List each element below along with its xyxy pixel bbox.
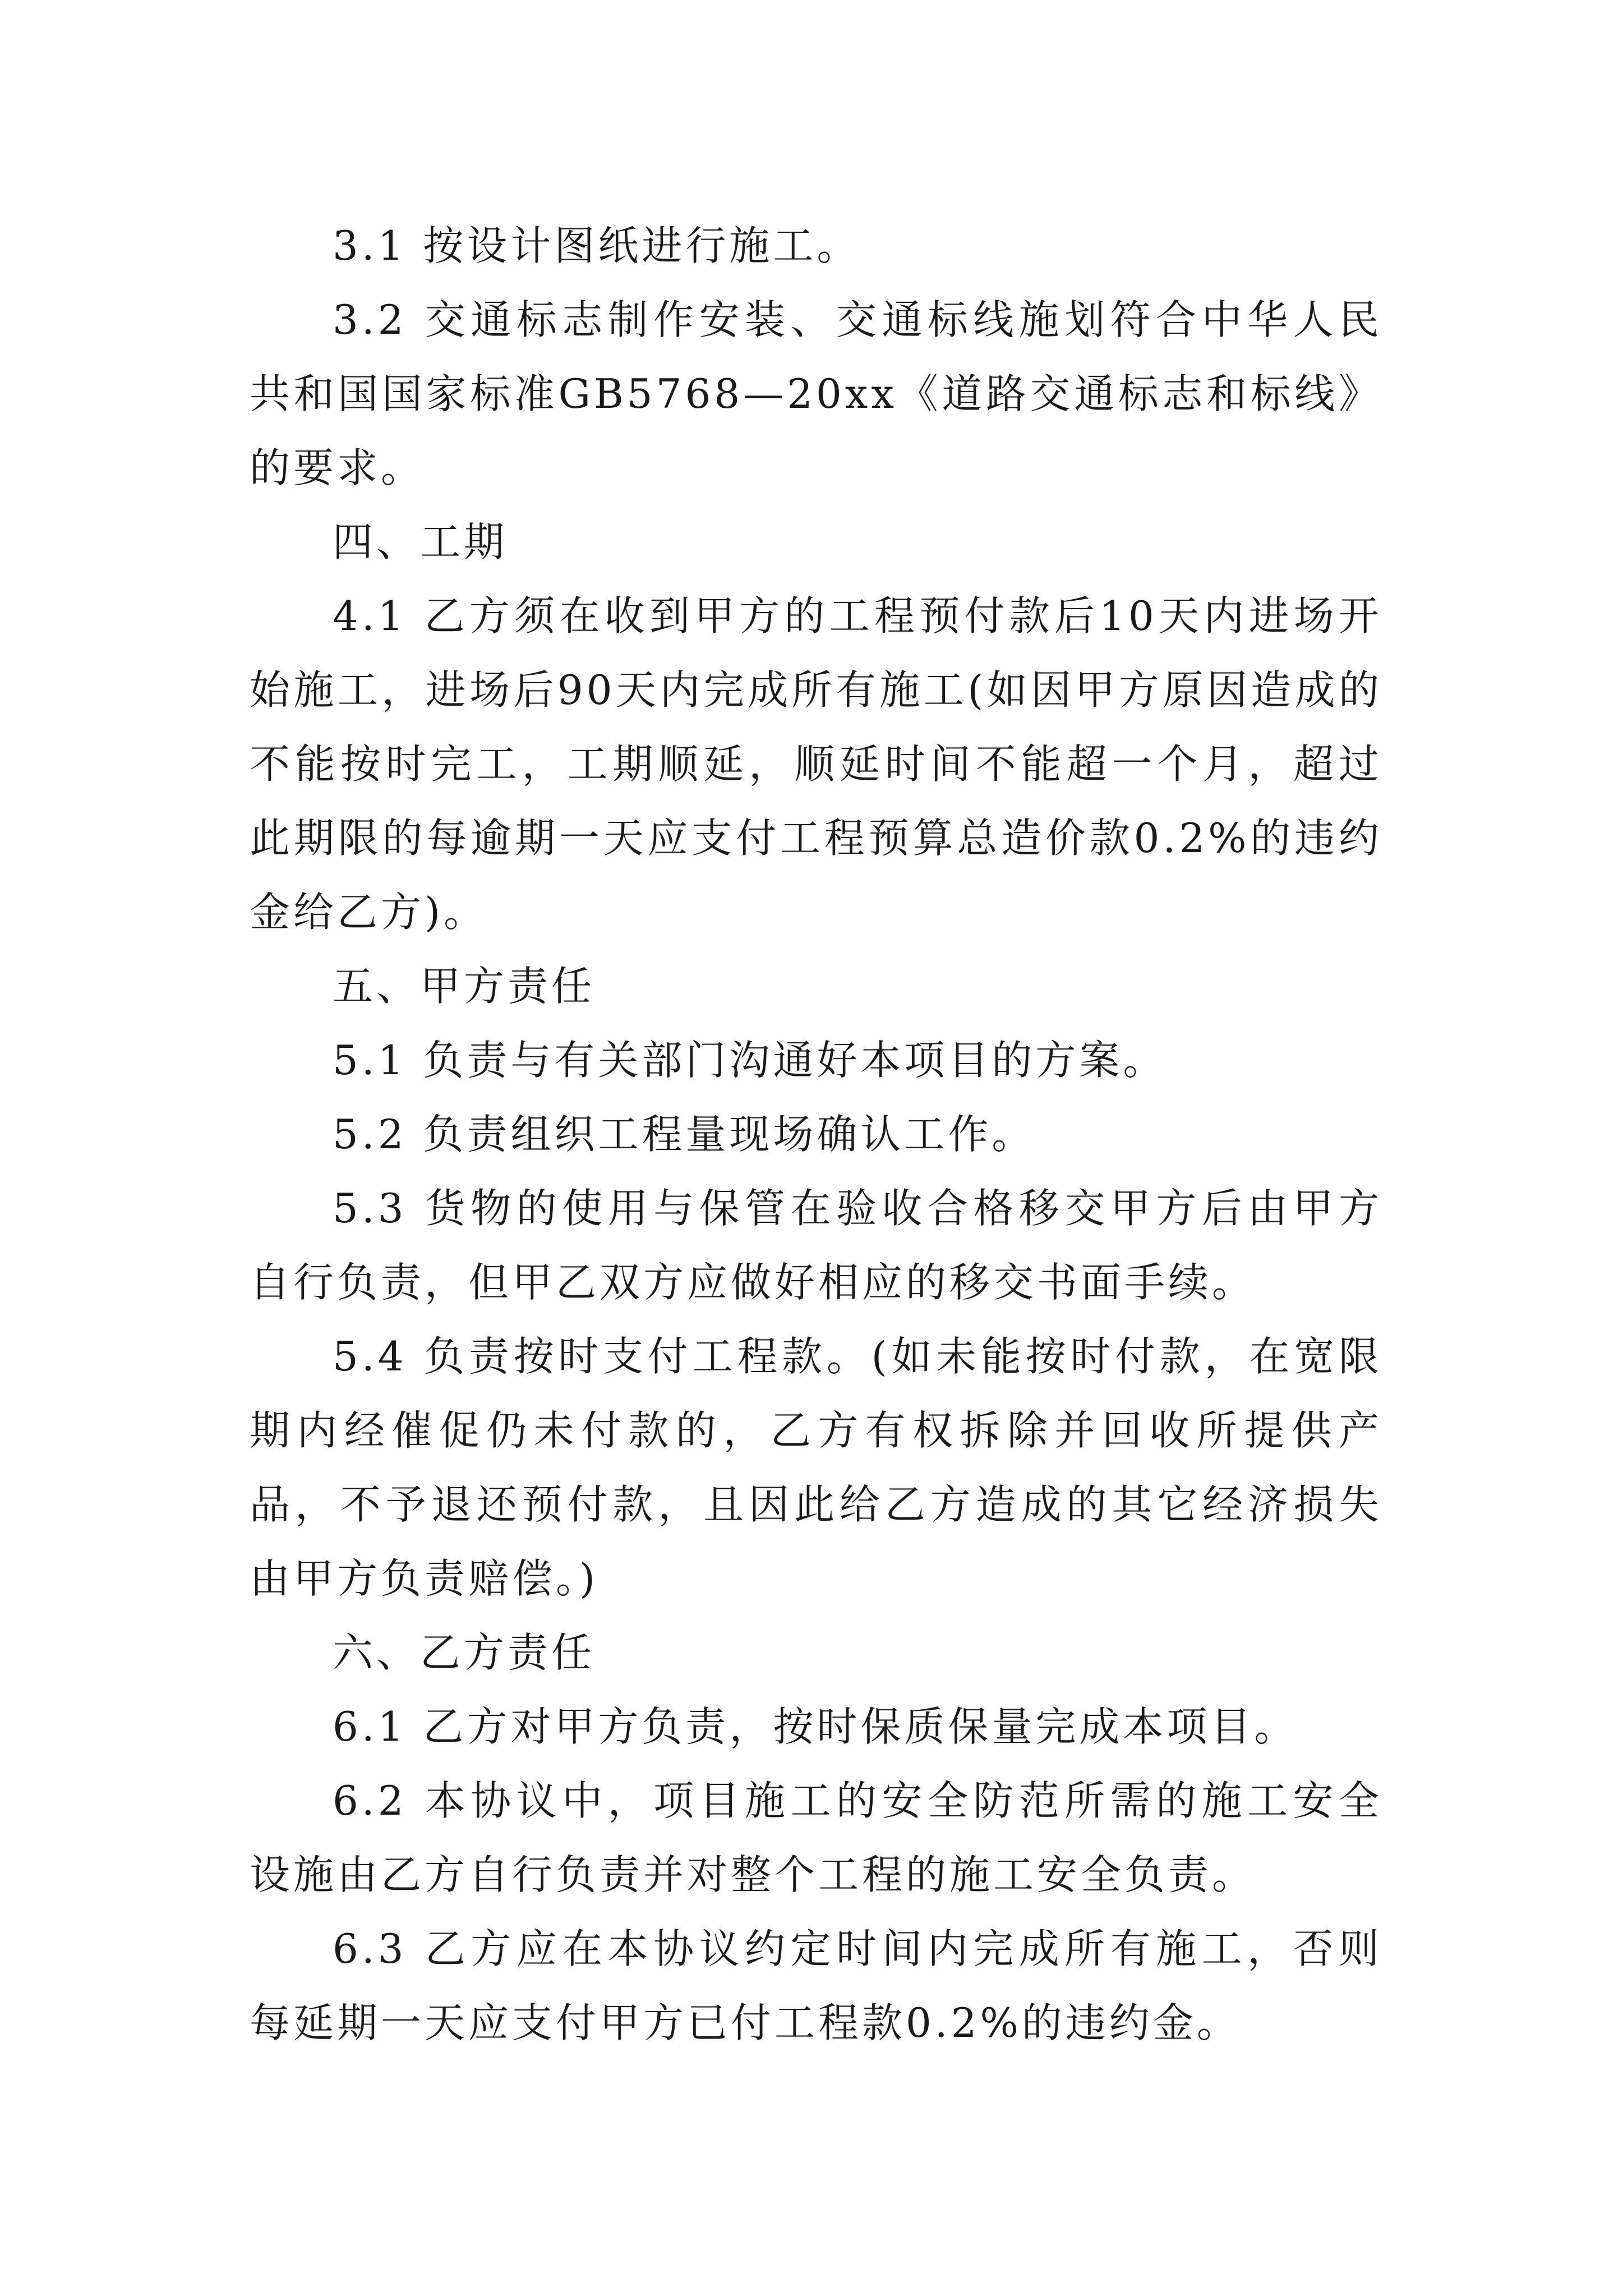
clause-5-3: 5.3 货物的使用与保管在验收合格移交甲方后由甲方自行负责，但甲乙双方应做好相应的移交书面手续。 — [250, 1185, 1382, 1306]
clause-4-1: 4.1 乙方须在收到甲方的工程预付款后10天内进场开始施工，进场后90天内完成所有施工(如因甲方原因造成的不能按时完工，工期顺延，顺延时间不能超一个月，超过此期限的每逾期一天应支付工程预算总造价款0.2%的违约金给乙方)。 — [250, 592, 1382, 936]
clause-5-1: 5.1 负责与有关部门沟通好本项目的方案。 — [333, 1037, 1167, 1084]
clause-6-2: 6.2 本协议中，项目施工的安全防范所需的施工安全设施由乙方自行负责并对整个工程的施工安全负责。 — [250, 1777, 1382, 1898]
document-body — [250, 209, 1382, 2060]
clause-5-4: 5.4 负责按时支付工程款。(如未能按时付款，在宽限期内经催促仍未付款的，乙方有权拆除并回收所提供产品，不予退还预付款，且因此给乙方造成的其它经济损失由甲方负责赔偿。) — [250, 1333, 1382, 1602]
clause-3-2: 3.2 交通标志制作安装、交通标线施划符合中华人民共和国国家标准GB5768—20xx《道路交通标志和标线》的要求。 — [250, 296, 1382, 491]
clause-3-1: 3.1 按设计图纸进行施工。 — [333, 222, 861, 269]
clause-6-3: 6.3 乙方应在本协议约定时间内完成所有施工，否则每延期一天应支付甲方已付工程款0.2%的违约金。 — [250, 1925, 1382, 2046]
clause-6-1: 6.1 乙方对甲方负责，按时保质保量完成本项目。 — [333, 1703, 1298, 1750]
section-heading-party-b: 六、乙方责任 — [333, 1629, 596, 1676]
clause-5-2: 5.2 负责组织工程量现场确认工作。 — [333, 1111, 1036, 1158]
section-heading-duration: 四、工期 — [333, 518, 508, 565]
section-heading-party-a: 五、甲方责任 — [333, 963, 596, 1010]
